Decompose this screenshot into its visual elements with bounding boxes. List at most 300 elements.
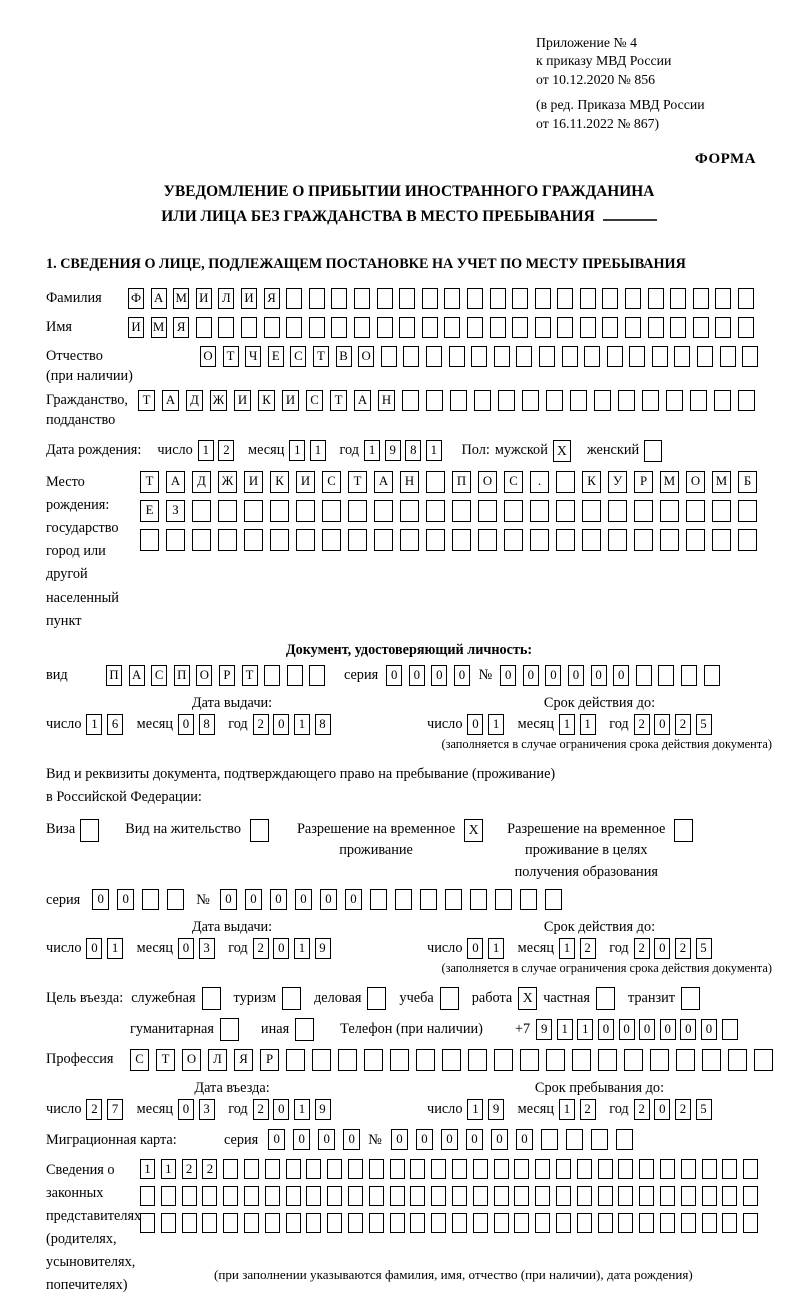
char-cell[interactable]: 0: [467, 714, 483, 735]
sex-female-checkbox[interactable]: [644, 440, 662, 462]
char-cell[interactable]: [650, 1049, 669, 1071]
char-cell[interactable]: [530, 529, 549, 551]
purpose-humanitarian-checkbox[interactable]: [220, 1018, 239, 1041]
temp-residence-checkbox[interactable]: X: [464, 819, 483, 842]
char-cell[interactable]: К: [582, 471, 601, 493]
char-cell[interactable]: [395, 889, 412, 910]
char-cell[interactable]: С: [306, 390, 323, 411]
char-cell[interactable]: [374, 529, 393, 551]
char-cell[interactable]: 0: [92, 889, 109, 910]
char-cell[interactable]: 9: [385, 440, 401, 461]
char-cell[interactable]: А: [151, 288, 167, 309]
char-cell[interactable]: Ч: [245, 346, 261, 367]
char-cell[interactable]: [182, 1186, 197, 1206]
char-cell[interactable]: [566, 1129, 583, 1150]
char-cell[interactable]: [471, 346, 487, 367]
char-cell[interactable]: [306, 1159, 321, 1179]
char-cell[interactable]: 0: [523, 665, 539, 686]
char-cell[interactable]: [512, 288, 528, 309]
char-cell[interactable]: [286, 1186, 301, 1206]
char-cell[interactable]: [504, 500, 523, 522]
char-cell[interactable]: [369, 1159, 384, 1179]
char-cell[interactable]: 0: [441, 1129, 458, 1150]
char-cell[interactable]: [546, 1049, 565, 1071]
char-cell[interactable]: [445, 889, 462, 910]
char-cell[interactable]: [400, 529, 419, 551]
char-cell[interactable]: [364, 1049, 383, 1071]
char-cell[interactable]: [416, 1049, 435, 1071]
char-cell[interactable]: 2: [182, 1159, 197, 1179]
char-cell[interactable]: И: [128, 317, 144, 338]
char-cell[interactable]: [167, 889, 184, 910]
char-cell[interactable]: И: [241, 288, 257, 309]
char-cell[interactable]: [514, 1186, 529, 1206]
char-cell[interactable]: [535, 1213, 550, 1233]
char-cell[interactable]: [338, 1049, 357, 1071]
char-cell[interactable]: 1: [557, 1019, 573, 1040]
char-cell[interactable]: [270, 500, 289, 522]
char-cell[interactable]: [577, 1159, 592, 1179]
char-cell[interactable]: 0: [178, 938, 194, 959]
char-cell[interactable]: [577, 1186, 592, 1206]
visa-checkbox[interactable]: [80, 819, 99, 842]
char-cell[interactable]: 0: [598, 1019, 614, 1040]
char-cell[interactable]: О: [686, 471, 705, 493]
char-cell[interactable]: П: [174, 665, 190, 686]
char-cell[interactable]: [494, 1159, 509, 1179]
char-cell[interactable]: [422, 288, 438, 309]
char-cell[interactable]: 0: [295, 889, 312, 910]
char-cell[interactable]: [738, 317, 754, 338]
char-cell[interactable]: [516, 346, 532, 367]
sex-male-checkbox[interactable]: X: [553, 440, 571, 462]
char-cell[interactable]: [306, 1186, 321, 1206]
char-cell[interactable]: 0: [613, 665, 629, 686]
char-cell[interactable]: [545, 889, 562, 910]
char-cell[interactable]: 5: [696, 1099, 712, 1120]
char-cell[interactable]: С: [290, 346, 306, 367]
char-cell[interactable]: [639, 1213, 654, 1233]
char-cell[interactable]: Ж: [218, 471, 237, 493]
char-cell[interactable]: 2: [675, 714, 691, 735]
char-cell[interactable]: [676, 1049, 695, 1071]
char-cell[interactable]: 2: [675, 1099, 691, 1120]
char-cell[interactable]: [556, 1159, 571, 1179]
char-cell[interactable]: [541, 1129, 558, 1150]
char-cell[interactable]: [697, 346, 713, 367]
char-cell[interactable]: [624, 1049, 643, 1071]
char-cell[interactable]: [602, 317, 618, 338]
char-cell[interactable]: Т: [140, 471, 159, 493]
char-cell[interactable]: [140, 529, 159, 551]
char-cell[interactable]: 0: [178, 1099, 194, 1120]
char-cell[interactable]: [702, 1213, 717, 1233]
char-cell[interactable]: [666, 390, 683, 411]
char-cell[interactable]: 6: [107, 714, 123, 735]
char-cell[interactable]: 0: [654, 938, 670, 959]
char-cell[interactable]: [535, 317, 551, 338]
char-cell[interactable]: 1: [107, 938, 123, 959]
char-cell[interactable]: 0: [454, 665, 470, 686]
char-cell[interactable]: Н: [400, 471, 419, 493]
char-cell[interactable]: [244, 529, 263, 551]
char-cell[interactable]: 7: [107, 1099, 123, 1120]
char-cell[interactable]: А: [166, 471, 185, 493]
char-cell[interactable]: Л: [208, 1049, 227, 1071]
char-cell[interactable]: [520, 889, 537, 910]
char-cell[interactable]: Ф: [128, 288, 144, 309]
char-cell[interactable]: [354, 288, 370, 309]
char-cell[interactable]: [494, 346, 510, 367]
char-cell[interactable]: [478, 500, 497, 522]
purpose-tourism-checkbox[interactable]: [282, 987, 301, 1010]
char-cell[interactable]: [400, 500, 419, 522]
char-cell[interactable]: [192, 529, 211, 551]
char-cell[interactable]: [223, 1186, 238, 1206]
char-cell[interactable]: 1: [488, 714, 504, 735]
char-cell[interactable]: 0: [491, 1129, 508, 1150]
char-cell[interactable]: [467, 288, 483, 309]
char-cell[interactable]: Н: [378, 390, 395, 411]
char-cell[interactable]: [426, 500, 445, 522]
char-cell[interactable]: И: [196, 288, 212, 309]
char-cell[interactable]: 2: [86, 1099, 102, 1120]
char-cell[interactable]: [327, 1159, 342, 1179]
char-cell[interactable]: [625, 288, 641, 309]
char-cell[interactable]: 0: [701, 1019, 717, 1040]
char-cell[interactable]: 1: [310, 440, 326, 461]
char-cell[interactable]: 0: [320, 889, 337, 910]
char-cell[interactable]: [674, 346, 690, 367]
char-cell[interactable]: 2: [634, 938, 650, 959]
char-cell[interactable]: К: [258, 390, 275, 411]
char-cell[interactable]: [570, 390, 587, 411]
char-cell[interactable]: 2: [253, 714, 269, 735]
char-cell[interactable]: [474, 390, 491, 411]
char-cell[interactable]: Т: [138, 390, 155, 411]
char-cell[interactable]: 0: [568, 665, 584, 686]
char-cell[interactable]: Т: [330, 390, 347, 411]
char-cell[interactable]: Я: [234, 1049, 253, 1071]
char-cell[interactable]: 0: [343, 1129, 360, 1150]
char-cell[interactable]: [218, 529, 237, 551]
char-cell[interactable]: [264, 317, 280, 338]
char-cell[interactable]: Т: [348, 471, 367, 493]
char-cell[interactable]: [244, 500, 263, 522]
char-cell[interactable]: [370, 889, 387, 910]
char-cell[interactable]: Р: [634, 471, 653, 493]
char-cell[interactable]: Д: [186, 390, 203, 411]
char-cell[interactable]: [556, 1213, 571, 1233]
char-cell[interactable]: [562, 346, 578, 367]
char-cell[interactable]: [535, 1186, 550, 1206]
char-cell[interactable]: [452, 529, 471, 551]
char-cell[interactable]: [660, 529, 679, 551]
char-cell[interactable]: [693, 317, 709, 338]
char-cell[interactable]: [738, 529, 757, 551]
char-cell[interactable]: [431, 1213, 446, 1233]
char-cell[interactable]: [743, 1159, 758, 1179]
char-cell[interactable]: [556, 1186, 571, 1206]
char-cell[interactable]: [431, 1186, 446, 1206]
char-cell[interactable]: [738, 288, 754, 309]
char-cell[interactable]: 0: [500, 665, 516, 686]
char-cell[interactable]: [296, 500, 315, 522]
purpose-other-checkbox[interactable]: [295, 1018, 314, 1041]
char-cell[interactable]: [452, 1159, 467, 1179]
char-cell[interactable]: [182, 1213, 197, 1233]
char-cell[interactable]: [618, 1213, 633, 1233]
char-cell[interactable]: Д: [192, 471, 211, 493]
char-cell[interactable]: Я: [173, 317, 189, 338]
residence-permit-checkbox[interactable]: [250, 819, 269, 842]
char-cell[interactable]: [244, 1159, 259, 1179]
char-cell[interactable]: [594, 390, 611, 411]
char-cell[interactable]: [498, 390, 515, 411]
char-cell[interactable]: 3: [199, 938, 215, 959]
char-cell[interactable]: М: [660, 471, 679, 493]
char-cell[interactable]: [722, 1019, 738, 1040]
char-cell[interactable]: 2: [580, 938, 596, 959]
char-cell[interactable]: [374, 500, 393, 522]
char-cell[interactable]: 0: [516, 1129, 533, 1150]
char-cell[interactable]: [478, 529, 497, 551]
char-cell[interactable]: [202, 1186, 217, 1206]
char-cell[interactable]: [286, 317, 302, 338]
char-cell[interactable]: 1: [198, 440, 214, 461]
char-cell[interactable]: О: [358, 346, 374, 367]
char-cell[interactable]: [444, 317, 460, 338]
char-cell[interactable]: 1: [559, 714, 575, 735]
char-cell[interactable]: И: [296, 471, 315, 493]
char-cell[interactable]: [557, 317, 573, 338]
char-cell[interactable]: [598, 1213, 613, 1233]
char-cell[interactable]: 0: [245, 889, 262, 910]
char-cell[interactable]: [490, 317, 506, 338]
char-cell[interactable]: [598, 1049, 617, 1071]
char-cell[interactable]: 2: [634, 714, 650, 735]
char-cell[interactable]: Т: [242, 665, 258, 686]
char-cell[interactable]: [608, 500, 627, 522]
char-cell[interactable]: [743, 1213, 758, 1233]
char-cell[interactable]: [530, 500, 549, 522]
char-cell[interactable]: [390, 1213, 405, 1233]
char-cell[interactable]: [702, 1159, 717, 1179]
char-cell[interactable]: Т: [156, 1049, 175, 1071]
char-cell[interactable]: [348, 1159, 363, 1179]
char-cell[interactable]: [327, 1186, 342, 1206]
purpose-study-checkbox[interactable]: [440, 987, 459, 1010]
char-cell[interactable]: [582, 500, 601, 522]
char-cell[interactable]: С: [322, 471, 341, 493]
char-cell[interactable]: 0: [431, 665, 447, 686]
char-cell[interactable]: [722, 1213, 737, 1233]
char-cell[interactable]: [580, 288, 596, 309]
char-cell[interactable]: И: [234, 390, 251, 411]
char-cell[interactable]: [634, 529, 653, 551]
char-cell[interactable]: 1: [289, 440, 305, 461]
char-cell[interactable]: [241, 317, 257, 338]
edu-residence-checkbox[interactable]: [674, 819, 693, 842]
char-cell[interactable]: [312, 1049, 331, 1071]
char-cell[interactable]: 8: [315, 714, 331, 735]
char-cell[interactable]: [442, 1049, 461, 1071]
char-cell[interactable]: М: [173, 288, 189, 309]
char-cell[interactable]: 0: [268, 1129, 285, 1150]
char-cell[interactable]: [702, 1049, 721, 1071]
purpose-private-checkbox[interactable]: [596, 987, 615, 1010]
char-cell[interactable]: 0: [391, 1129, 408, 1150]
char-cell[interactable]: 0: [86, 938, 102, 959]
char-cell[interactable]: 1: [577, 1019, 593, 1040]
char-cell[interactable]: [473, 1186, 488, 1206]
char-cell[interactable]: 1: [364, 440, 380, 461]
char-cell[interactable]: 1: [580, 714, 596, 735]
char-cell[interactable]: [426, 471, 445, 493]
char-cell[interactable]: [546, 390, 563, 411]
char-cell[interactable]: [369, 1186, 384, 1206]
char-cell[interactable]: 1: [140, 1159, 155, 1179]
char-cell[interactable]: З: [166, 500, 185, 522]
char-cell[interactable]: [629, 346, 645, 367]
char-cell[interactable]: 0: [220, 889, 237, 910]
char-cell[interactable]: Я: [264, 288, 280, 309]
char-cell[interactable]: [648, 317, 664, 338]
char-cell[interactable]: [286, 1159, 301, 1179]
char-cell[interactable]: [660, 1186, 675, 1206]
char-cell[interactable]: 0: [639, 1019, 655, 1040]
char-cell[interactable]: [348, 500, 367, 522]
char-cell[interactable]: [494, 1186, 509, 1206]
char-cell[interactable]: [377, 288, 393, 309]
char-cell[interactable]: [514, 1213, 529, 1233]
char-cell[interactable]: 0: [117, 889, 134, 910]
char-cell[interactable]: [618, 1186, 633, 1206]
char-cell[interactable]: 9: [488, 1099, 504, 1120]
char-cell[interactable]: .: [530, 471, 549, 493]
char-cell[interactable]: 1: [559, 938, 575, 959]
char-cell[interactable]: [286, 1213, 301, 1233]
char-cell[interactable]: Р: [219, 665, 235, 686]
char-cell[interactable]: [348, 1186, 363, 1206]
char-cell[interactable]: [426, 346, 442, 367]
char-cell[interactable]: [522, 390, 539, 411]
char-cell[interactable]: О: [196, 665, 212, 686]
char-cell[interactable]: [470, 889, 487, 910]
char-cell[interactable]: [161, 1186, 176, 1206]
char-cell[interactable]: [422, 317, 438, 338]
char-cell[interactable]: [166, 529, 185, 551]
char-cell[interactable]: [535, 288, 551, 309]
char-cell[interactable]: [196, 317, 212, 338]
char-cell[interactable]: [704, 665, 720, 686]
char-cell[interactable]: 2: [675, 938, 691, 959]
char-cell[interactable]: У: [608, 471, 627, 493]
char-cell[interactable]: [327, 1213, 342, 1233]
char-cell[interactable]: [738, 390, 755, 411]
char-cell[interactable]: [512, 317, 528, 338]
purpose-work-checkbox[interactable]: X: [518, 987, 537, 1010]
char-cell[interactable]: [636, 665, 652, 686]
char-cell[interactable]: [265, 1159, 280, 1179]
char-cell[interactable]: 0: [466, 1129, 483, 1150]
char-cell[interactable]: [634, 500, 653, 522]
char-cell[interactable]: [142, 889, 159, 910]
char-cell[interactable]: [452, 1186, 467, 1206]
char-cell[interactable]: И: [282, 390, 299, 411]
char-cell[interactable]: 0: [293, 1129, 310, 1150]
char-cell[interactable]: [402, 390, 419, 411]
char-cell[interactable]: [473, 1213, 488, 1233]
char-cell[interactable]: [161, 1213, 176, 1233]
char-cell[interactable]: 0: [545, 665, 561, 686]
char-cell[interactable]: [452, 1213, 467, 1233]
char-cell[interactable]: [639, 1159, 654, 1179]
char-cell[interactable]: 0: [178, 714, 194, 735]
char-cell[interactable]: [681, 1186, 696, 1206]
char-cell[interactable]: [690, 390, 707, 411]
char-cell[interactable]: С: [504, 471, 523, 493]
char-cell[interactable]: О: [200, 346, 216, 367]
char-cell[interactable]: [296, 529, 315, 551]
char-cell[interactable]: [616, 1129, 633, 1150]
char-cell[interactable]: [431, 1159, 446, 1179]
char-cell[interactable]: 2: [580, 1099, 596, 1120]
char-cell[interactable]: [426, 529, 445, 551]
char-cell[interactable]: 0: [660, 1019, 676, 1040]
char-cell[interactable]: [648, 288, 664, 309]
char-cell[interactable]: 3: [199, 1099, 215, 1120]
char-cell[interactable]: [584, 346, 600, 367]
char-cell[interactable]: 0: [619, 1019, 635, 1040]
char-cell[interactable]: И: [244, 471, 263, 493]
char-cell[interactable]: 0: [409, 665, 425, 686]
char-cell[interactable]: [582, 529, 601, 551]
char-cell[interactable]: [390, 1049, 409, 1071]
char-cell[interactable]: [580, 317, 596, 338]
char-cell[interactable]: 5: [696, 938, 712, 959]
char-cell[interactable]: А: [374, 471, 393, 493]
char-cell[interactable]: 0: [386, 665, 402, 686]
char-cell[interactable]: [264, 665, 280, 686]
char-cell[interactable]: П: [106, 665, 122, 686]
char-cell[interactable]: Р: [260, 1049, 279, 1071]
char-cell[interactable]: 0: [416, 1129, 433, 1150]
char-cell[interactable]: [452, 500, 471, 522]
char-cell[interactable]: [348, 1213, 363, 1233]
char-cell[interactable]: [354, 317, 370, 338]
char-cell[interactable]: 0: [654, 714, 670, 735]
char-cell[interactable]: [140, 1186, 155, 1206]
char-cell[interactable]: [381, 346, 397, 367]
char-cell[interactable]: [309, 288, 325, 309]
char-cell[interactable]: [686, 500, 705, 522]
char-cell[interactable]: [399, 317, 415, 338]
char-cell[interactable]: [738, 500, 757, 522]
char-cell[interactable]: [754, 1049, 773, 1071]
char-cell[interactable]: 2: [253, 1099, 269, 1120]
char-cell[interactable]: [618, 390, 635, 411]
char-cell[interactable]: Е: [268, 346, 284, 367]
char-cell[interactable]: [265, 1186, 280, 1206]
char-cell[interactable]: 9: [315, 1099, 331, 1120]
char-cell[interactable]: [504, 529, 523, 551]
char-cell[interactable]: [556, 500, 575, 522]
char-cell[interactable]: [309, 665, 325, 686]
char-cell[interactable]: [218, 317, 234, 338]
char-cell[interactable]: 9: [536, 1019, 552, 1040]
char-cell[interactable]: [652, 346, 668, 367]
